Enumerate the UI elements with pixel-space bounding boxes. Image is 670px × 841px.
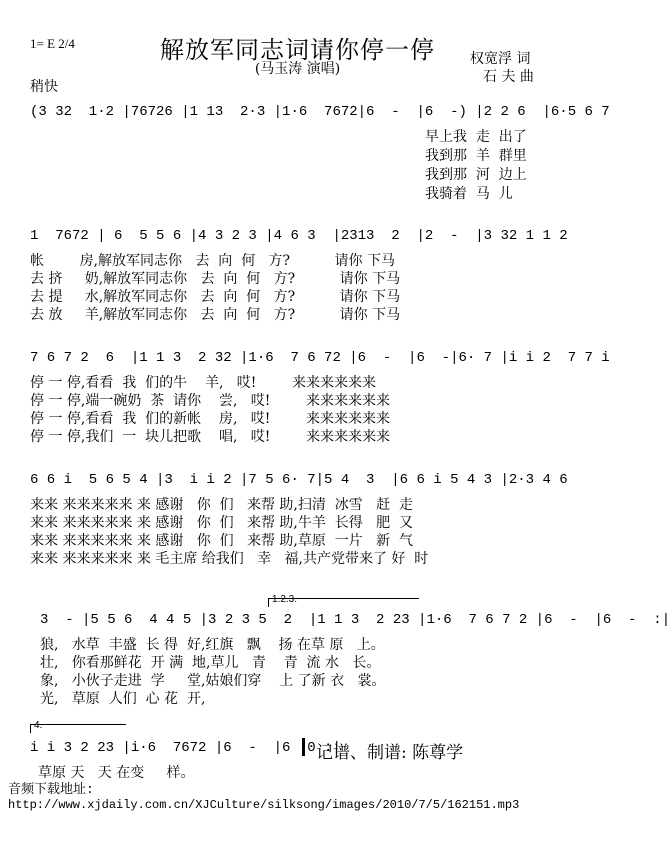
lyric-line: 光, 草原 人们 心 花 开, <box>40 691 206 707</box>
volta-label: 1.2.3. <box>272 594 298 605</box>
notation-line: (3 32 1·2 |76726 |1 13 2·3 |1·6 7672|6 - |6 -) |2 2 6 |6·5 6 7 <box>30 104 610 120</box>
transcriber-credit: 记谱、制谱: 陈尊学 <box>316 743 464 763</box>
performer-subtitle: (马玉涛 演唱) <box>254 61 341 77</box>
tempo-marking: 稍快 <box>30 79 58 95</box>
lyric-line: 停 一 停,我们 一 块儿把歌 唱, 哎! 来来来来来来 <box>30 429 390 445</box>
lyric-line: 我到那 羊 群里 <box>425 148 527 164</box>
lyric-line: 停 一 停,看看 我 们的牛 羊, 哎! 来来来来来来 <box>30 375 376 391</box>
notation-line: 7 6 7 2 6 |1 1 3 2 32 |1·6 7 6 72 |6 - |6 -|6· 7 |i i 2 7 7 i <box>30 350 610 366</box>
lyric-line: 我骑着 马 儿 <box>425 186 513 202</box>
notation-line: i i 3 2 23 |i·6 7672 |6 - |6 0 :| <box>30 740 341 756</box>
lyric-line: 停 一 停,端一碗奶 茶 请你 尝, 哎! 来来来来来来 <box>30 393 390 409</box>
key-signature: 1= E 2/4 <box>30 36 75 51</box>
final-barline <box>302 738 305 756</box>
audio-download-url[interactable]: http://www.xjdaily.com.cn/XJCulture/silksong/images/2010/7/5/162151.mp3 <box>8 798 520 812</box>
lyric-line: 帐 房,解放军同志你 去 向 何 方? 请你 下马 <box>30 253 396 269</box>
lyric-line: 停 一 停,看看 我 们的新帐 房, 哎! 来来来来来来 <box>30 411 390 427</box>
volta-bracket <box>30 724 126 733</box>
notation-line: 6 6 i 5 6 5 4 |3 i i 2 |7 5 6· 7|5 4 3 |6 6 i 5 4 3 |2·3 4 6 <box>30 472 568 488</box>
lyric-line: 壮, 你看那鲜花 开 满 地,草儿 青 青 流 水 长。 <box>40 655 381 671</box>
lyric-line: 来来 来来来来来 来 感谢 你 们 来帮 助,草原 一片 新 气 <box>30 533 414 549</box>
lyric-line: 早上我 走 出了 <box>425 129 527 145</box>
composer-credit: 石 夫 曲 <box>483 69 534 85</box>
lyric-line: 去 挤 奶,解放军同志你 去 向 何 方? 请你 下马 <box>30 271 401 287</box>
volta-label: 4. <box>34 720 43 731</box>
lyric-line: 来来 来来来来来 来 感谢 你 们 来帮 助,扫清 冰雪 赶 走 <box>30 497 414 513</box>
lyric-line: 来来 来来来来来 来 毛主席 给我们 幸 福,共产党带来了 好 时 <box>30 551 429 567</box>
lyric-line: 狼, 水草 丰盛 长 得 好,红旗 飘 扬 在草 原 上。 <box>40 637 385 653</box>
lyric-line: 草原 天 天 在变 样。 <box>38 765 195 781</box>
lyric-line: 去 放 羊,解放军同志你 去 向 何 方? 请你 下马 <box>30 307 401 323</box>
lyric-line: 来来 来来来来来 来 感谢 你 们 来帮 助,牛羊 长得 肥 又 <box>30 515 414 531</box>
audio-download-label: 音频下载地址: <box>8 782 94 797</box>
song-title: 解放军同志词请你停一停 <box>160 36 435 64</box>
lyric-line: 去 提 水,解放军同志你 去 向 何 方? 请你 下马 <box>30 289 401 305</box>
notation-line: 3 - |5 5 6 4 4 5 |3 2 3 5 2 |1 1 3 2 23 |1·6 7 6 7 2 |6 - |6 - :| <box>40 612 670 628</box>
notation-line: 1 7672 | 6 5 5 6 |4 3 2 3 |4 6 3 |2313 2 |2 - |3 32 1 1 2 <box>30 228 568 244</box>
lyric-line: 象, 小伙子走进 学 堂,姑娘们穿 上 了新 衣 裳。 <box>40 673 386 689</box>
lyricist-credit: 权宽浮 词 <box>470 51 531 67</box>
lyric-line: 我到那 河 边上 <box>425 167 527 183</box>
